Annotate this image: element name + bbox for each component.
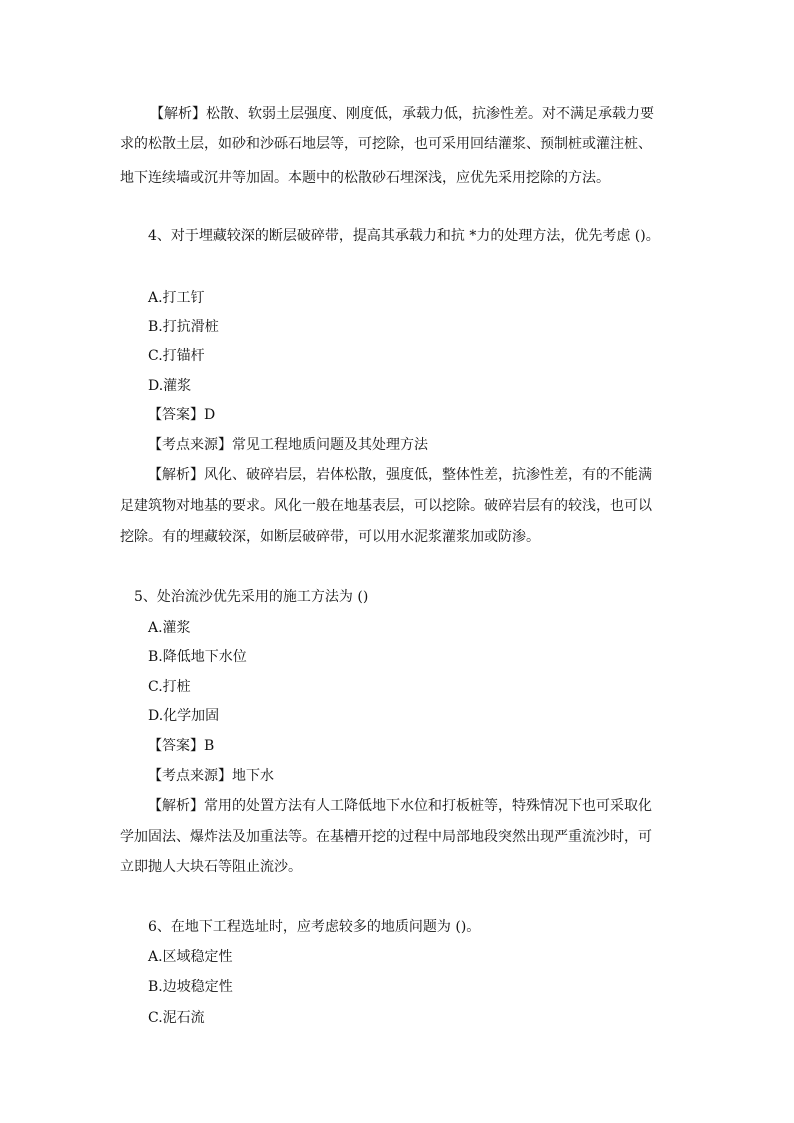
q4-answer: 【答案】D <box>148 407 216 423</box>
q5-option-c: C.打桩 <box>148 679 191 695</box>
q6-option-b: B.边坡稳定性 <box>148 979 233 995</box>
q5-option-a: A.灌浆 <box>148 620 191 636</box>
q4-source: 【考点来源】常见工程地质问题及其处理方法 <box>148 437 428 453</box>
q3-analysis-line-3: 地下连续墙或沉井等加固。本题中的松散砂石埋深浅，应优先采用挖除的方法。 <box>120 170 610 186</box>
q4-analysis-line-1: 【解析】风化、破碎岩层，岩体松散，强度低，整体性差，抗渗性差，有的不能满 <box>148 467 652 483</box>
q4-question: 4、对于埋藏较深的断层破碎带，提高其承载力和抗 *力的处理方法，优先考虑 ()。 <box>148 228 660 244</box>
q4-option-d: D.灌浆 <box>148 378 192 394</box>
q4-analysis-line-3: 挖除。有的埋藏较深，如断层破碎带，可以用水泥浆灌浆加或防渗。 <box>120 529 540 545</box>
q5-option-b: B.降低地下水位 <box>148 649 247 665</box>
q6-option-c: C.泥石流 <box>148 1010 205 1026</box>
q5-analysis-line-1: 【解析】常用的处置方法有人工降低地下水位和打板桩等，特殊情况下也可采取化 <box>148 798 652 814</box>
q5-source: 【考点来源】地下水 <box>148 768 274 784</box>
q5-analysis-line-3: 立即抛人大块石等阻止流沙。 <box>120 859 302 875</box>
q6-question: 6、在地下工程选址时，应考虑较多的地质问题为 ()。 <box>148 919 481 935</box>
q4-option-c: C.打锚杆 <box>148 348 205 364</box>
q3-analysis-line-1: 【解析】松散、软弱土层强度、刚度低，承载力低，抗渗性差。对不满足承载力要 <box>150 106 654 122</box>
q4-option-b: B.打抗滑桩 <box>148 319 219 335</box>
q6-option-a: A.区域稳定性 <box>148 949 233 965</box>
q4-option-a: A.打工钉 <box>148 290 205 306</box>
q5-analysis-line-2: 学加固法、爆炸法及加重法等。在基槽开挖的过程中局部地段突然出现严重流沙时，可 <box>120 829 652 845</box>
q5-answer: 【答案】B <box>148 738 215 754</box>
q3-analysis-line-2: 求的松散土层，如砂和沙砾石地层等，可挖除，也可采用回结灌浆、预制桩或灌注桩、 <box>120 136 652 152</box>
q5-option-d: D.化学加固 <box>148 708 220 724</box>
q4-analysis-line-2: 足建筑物对地基的要求。风化一般在地基表层，可以挖除。破碎岩层有的较浅，也可以 <box>120 498 652 514</box>
q5-question: 5、处治流沙优先采用的施工方法为 () <box>134 589 369 605</box>
